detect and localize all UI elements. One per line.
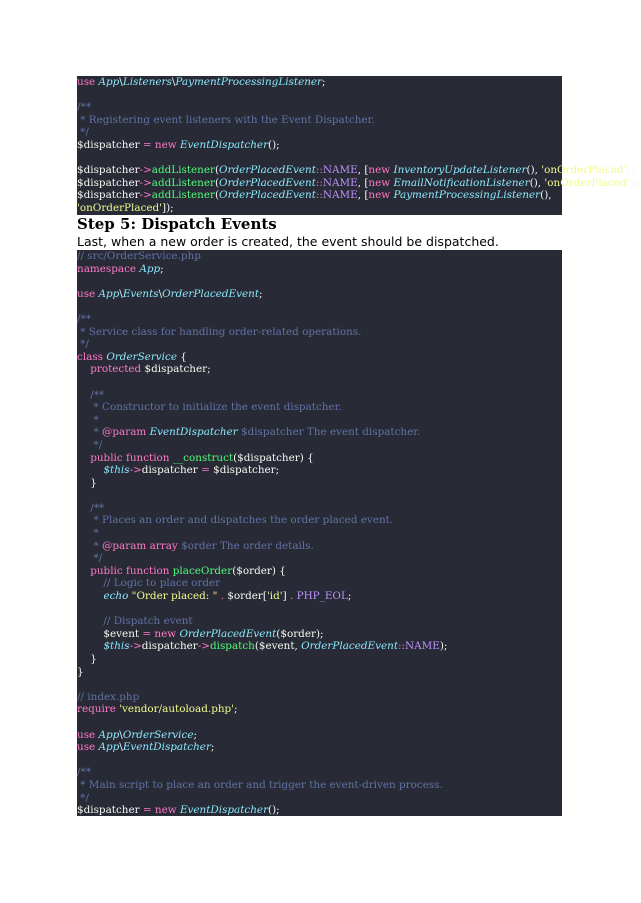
code-token: new [368, 176, 394, 189]
code-token: */ [77, 126, 89, 139]
code-token: ; [322, 76, 326, 88]
code-token: . [220, 590, 228, 603]
code-token: } [77, 653, 97, 665]
code-line [77, 552, 562, 565]
code-token: EventDispatcher [179, 138, 269, 151]
code-token: EventDispatcher [122, 741, 211, 754]
code-token: $dispatcher [77, 164, 140, 177]
code-token: } [77, 476, 97, 489]
code-token: :: [315, 164, 323, 177]
code-token: , [ [357, 176, 369, 189]
code-token: -> [139, 189, 152, 202]
code-token: * Service class for handling order-related operations. [77, 325, 362, 338]
code-token: (), [540, 189, 552, 202]
code-token: $dispatcher [77, 176, 140, 189]
code-token: (), [529, 176, 545, 189]
code-line [77, 202, 562, 215]
code-token: ( [214, 189, 220, 202]
code-line [77, 176, 641, 190]
code-token: @param [102, 426, 150, 439]
code-line [77, 189, 562, 202]
code-token: 'onOrderPlaced' [541, 164, 627, 177]
code-token: */ [77, 338, 89, 351]
code-token: (); [268, 138, 280, 151]
code-token: */ [77, 552, 103, 565]
code-token: :: [315, 189, 323, 202]
code-line [77, 540, 562, 553]
code-line [77, 76, 562, 89]
section-paragraph: Last, when a new order is created, the event should be dispatched. [77, 234, 499, 249]
code-line [77, 615, 562, 628]
code-token: ]); [629, 176, 641, 189]
code-token: ; [347, 590, 352, 603]
code-token: echo [103, 590, 132, 603]
code-token: -> [197, 640, 210, 653]
code-token: ($dispatcher) { [233, 451, 314, 464]
code-token: use [77, 287, 99, 300]
code-token [77, 565, 90, 577]
code-token: addListener [151, 164, 215, 177]
code-line [77, 703, 562, 716]
code-token: ( [214, 164, 220, 177]
code-token: NAME [322, 164, 358, 177]
code-token: ] [282, 590, 290, 603]
code-token: class [77, 350, 107, 363]
code-token: \ [119, 741, 123, 754]
code-line [77, 716, 562, 729]
code-token: /** [77, 766, 91, 779]
code-token: ); [439, 640, 448, 653]
code-token: App [98, 741, 120, 754]
code-token: namespace [77, 262, 140, 275]
code-token: -> [129, 640, 142, 653]
code-line [77, 603, 562, 616]
code-token: $dispatcher [77, 189, 140, 202]
code-line [77, 678, 562, 691]
code-token: ; [210, 741, 215, 754]
code-token: public function [90, 451, 173, 464]
code-token: /** [77, 101, 91, 114]
code-line [77, 389, 562, 402]
code-token: $order[ [227, 590, 267, 603]
code-token: * [77, 539, 103, 552]
code-line [77, 640, 562, 653]
code-token: $dispatcher; [213, 464, 280, 477]
code-line [77, 439, 562, 452]
code-token: new [368, 164, 394, 177]
code-token: * [77, 527, 99, 540]
code-line [77, 590, 562, 603]
code-token: * Constructor to initialize the event dispatcher. [77, 401, 342, 414]
code-line [77, 164, 638, 177]
code-line [77, 376, 562, 389]
code-token: OrderPlacedEvent [219, 189, 316, 202]
code-token: $dispatcher; [144, 363, 211, 376]
code-token: 'onOrderPlaced' [544, 176, 630, 189]
code-token: addListener [151, 189, 215, 202]
code-token [77, 464, 103, 476]
code-token: . [290, 590, 297, 603]
code-token: protected [90, 363, 145, 376]
code-token: 'vendor/autoload.php' [119, 703, 235, 716]
code-token: PaymentProcessingListener [393, 189, 541, 202]
code-token: Events [122, 287, 159, 300]
code-token: \ [119, 728, 123, 741]
code-token: OrderPlacedEvent [301, 640, 398, 653]
code-token: new [368, 189, 394, 202]
code-token: /** [77, 312, 91, 325]
code-line [77, 691, 562, 704]
code-token: /** [77, 501, 105, 514]
code-token: */ [77, 791, 89, 804]
code-line [77, 288, 562, 301]
code-token: $dispatcher The event dispatcher. [241, 426, 421, 439]
code-token: $dispatcher [77, 138, 143, 151]
code-token: App [98, 76, 120, 88]
code-token [77, 590, 103, 602]
code-token [77, 452, 90, 464]
code-token [77, 363, 90, 375]
code-token: , [ [357, 164, 369, 177]
code-token: // src/OrderService.php [77, 250, 201, 262]
code-token: = new [142, 804, 180, 817]
code-token: \ [119, 287, 123, 300]
code-block-listeners [77, 76, 641, 215]
code-token: ( [214, 176, 220, 189]
code-token: OrderService [122, 728, 194, 741]
code-token: ($order) { [232, 564, 286, 577]
code-token: :: [315, 176, 323, 189]
code-token: { [176, 350, 187, 363]
code-line [77, 502, 562, 515]
code-line [77, 514, 562, 527]
code-token: OrderPlacedEvent [162, 287, 259, 300]
code-token: App [139, 262, 161, 275]
code-token: OrderPlacedEvent [219, 176, 316, 189]
code-line [77, 313, 562, 326]
code-token: = [201, 464, 214, 477]
code-token: -> [139, 164, 152, 177]
code-token: addListener [151, 176, 215, 189]
code-line [77, 414, 562, 427]
code-token: @param array [102, 539, 182, 552]
code-token: OrderPlacedEvent [179, 627, 277, 640]
code-line [77, 263, 562, 276]
code-line [77, 89, 562, 102]
code-token: use [77, 76, 99, 88]
code-token: EventDispatcher [149, 426, 241, 439]
code-token: NAME [405, 640, 440, 653]
code-line [77, 363, 562, 376]
code-token: * Registering event listeners with the Event Dispatcher. [77, 113, 375, 126]
code-token: * Places an order and dispatches the order placed event. [77, 514, 394, 527]
code-token: "Order placed: " [131, 590, 221, 603]
code-token: , [ [357, 189, 369, 202]
code-line [77, 565, 562, 578]
code-line [77, 779, 562, 792]
code-line [77, 464, 562, 477]
code-token: ; [234, 703, 238, 716]
code-line [77, 452, 562, 465]
code-token: -> [139, 176, 152, 189]
code-token: :: [398, 640, 406, 653]
code-token: ; [193, 728, 197, 741]
code-token: // index.php [77, 690, 140, 703]
code-line [77, 477, 562, 490]
code-token: $this [103, 464, 130, 477]
code-token: OrderService [106, 350, 177, 363]
code-token: EmailNotificationListener [393, 176, 530, 189]
code-token: // Logic to place order [77, 577, 221, 590]
code-line [77, 766, 562, 779]
code-token: */ [77, 438, 103, 451]
code-token: placeOrder [172, 564, 233, 577]
code-token: PaymentProcessingListener [175, 76, 323, 88]
code-token: ($order); [276, 627, 324, 640]
section-heading: Step 5: Dispatch Events [77, 215, 277, 233]
code-token: NAME [322, 176, 358, 189]
code-line [77, 577, 562, 590]
code-token: require [77, 703, 120, 716]
code-token: ($event, [254, 640, 302, 653]
code-line [77, 114, 562, 127]
code-token: ; [259, 287, 263, 300]
code-token: PHP_EOL [296, 590, 348, 603]
code-line [77, 729, 562, 742]
code-token: ]); [162, 201, 174, 214]
code-line [77, 666, 562, 679]
code-token: ]); [626, 164, 638, 177]
code-line [77, 326, 562, 339]
code-token: InventoryUpdateListener [393, 164, 527, 177]
code-token: $dispatcher [77, 804, 143, 817]
code-line [77, 139, 562, 152]
code-token: 'onOrderPlaced' [77, 201, 163, 214]
code-token: (), [526, 164, 542, 177]
code-token: use [77, 728, 99, 741]
code-token: 'id' [266, 590, 283, 603]
code-token: dispatch [209, 640, 255, 653]
code-line [77, 792, 562, 805]
code-line [77, 804, 562, 817]
code-token: (); [268, 804, 280, 817]
code-line [77, 338, 562, 351]
code-line [77, 275, 562, 288]
code-line [77, 653, 562, 666]
code-block-order-service [77, 250, 562, 816]
code-token: ; [160, 262, 164, 275]
code-token: * [77, 413, 99, 426]
code-token: dispatcher [141, 640, 198, 653]
code-line [77, 126, 562, 139]
code-token: NAME [322, 189, 358, 202]
code-token: public function [90, 564, 173, 577]
code-token: App [98, 728, 120, 741]
code-token: $this [103, 640, 130, 653]
code-line [77, 426, 562, 439]
code-line [77, 401, 562, 414]
code-token: = new [142, 138, 180, 151]
code-line [77, 300, 562, 313]
code-line [77, 152, 562, 165]
code-token [77, 640, 103, 652]
code-line [77, 527, 562, 540]
code-token: $order The order details. [181, 539, 314, 552]
code-token: OrderPlacedEvent [219, 164, 316, 177]
code-token: \ [119, 76, 123, 88]
code-token: dispatcher [141, 464, 202, 477]
code-token: // Dispatch event [77, 615, 193, 628]
code-token: = new [142, 627, 180, 640]
code-line [77, 101, 562, 114]
code-token: * Main script to place an order and trigger the event-driven process. [77, 778, 443, 791]
code-line [77, 741, 562, 754]
code-token: -> [129, 464, 142, 477]
code-line [77, 351, 562, 364]
code-line [77, 754, 562, 767]
code-token: \ [158, 287, 163, 300]
code-token: App [98, 287, 120, 300]
code-token: * [77, 426, 103, 439]
code-token: Listeners [122, 76, 172, 88]
code-line [77, 489, 562, 502]
code-token: __construct [172, 451, 234, 464]
code-line [77, 628, 562, 641]
code-line [77, 250, 562, 263]
code-token: $event [77, 627, 143, 640]
code-token: use [77, 741, 99, 754]
code-token: \ [171, 76, 176, 88]
code-token: /** [77, 388, 105, 401]
code-token: EventDispatcher [179, 804, 269, 817]
code-token: } [77, 665, 84, 678]
